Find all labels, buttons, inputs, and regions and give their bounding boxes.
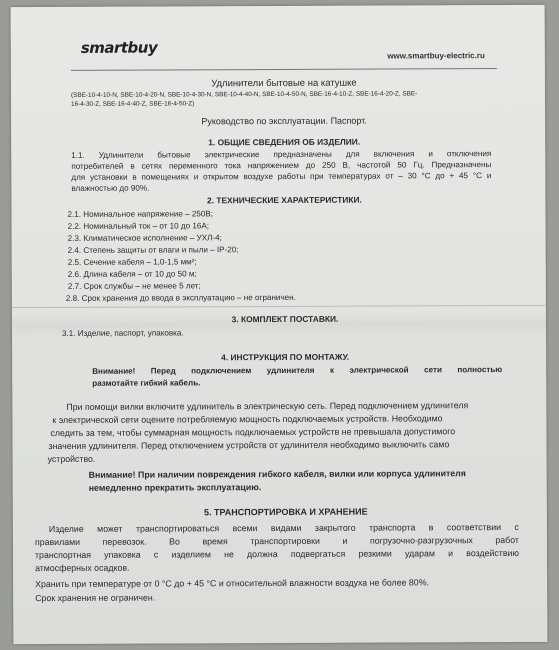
document-title: Удлинители бытовые на катушке bbox=[211, 77, 357, 90]
fold-line bbox=[12, 305, 546, 308]
section-2-heading: 2. ТЕХНИЧЕСКИЕ ХАРАКТЕРИСТИКИ. bbox=[207, 194, 362, 206]
section-1-line: потребителей в сетях переменного тока напряжением до 250 В, частотой 50 Гц. Предназначены bbox=[71, 160, 492, 171]
install-line: к электрической сети оцените потребляемую мощность подключаемых устройств. Необходимо bbox=[52, 413, 443, 425]
section-1-heading: 1. ОБЩИЕ СВЕДЕНИЯ ОБ ИЗДЕЛИИ. bbox=[208, 136, 361, 148]
spec-item: 2.5. Сечение кабеля – 1,0-1,5 мм²; bbox=[67, 257, 197, 267]
section-1-line: для установки в помещениях и открытом воздухе работы при температурах от – 30 °С до + 45 °С и bbox=[71, 171, 492, 182]
header bbox=[81, 37, 485, 59]
install-line: следить за тем, чтобы суммарная мощность подключаемых устройств не превышала допустимого bbox=[50, 426, 456, 438]
transport-line: транспортная упаковка с изделием не должна подвергаться резкими ударам и воздействию bbox=[34, 547, 520, 561]
section-5-heading: 5. ТРАНСПОРТИРОВКА И ХРАНЕНИЕ bbox=[204, 506, 368, 518]
document-sheet bbox=[11, 5, 548, 644]
spec-item: 2.1. Номинальное напряжение – 250В; bbox=[67, 209, 214, 219]
install-line: устройство. bbox=[47, 453, 96, 465]
document-subtitle: Руководство по эксплуатации. Паспорт. bbox=[201, 115, 367, 127]
transport-line: Изделие может транспортироваться всеми видами закрытого транспорта в соответствии с bbox=[48, 521, 519, 535]
spec-item: 2.7. Срок службы – не менее 5 лет; bbox=[67, 281, 201, 291]
install-line: При помощи вилки включите удлинитель в электрическую сеть. Перед подключением удлинителя bbox=[66, 400, 469, 412]
section-4-heading: 4. ИНСТРУКЦИЯ ПО МОНТАЖУ. bbox=[221, 351, 350, 363]
section-3-heading: 3. КОМПЛЕКТ ПОСТАВКИ. bbox=[231, 313, 339, 325]
brand-logo: smartbuy bbox=[80, 38, 158, 57]
spec-item: 2.6. Длина кабеля – от 10 до 50 м; bbox=[67, 269, 197, 279]
install-line: значения удлинителя. Перед отключением устройств от удлинителя необходимо выключить само bbox=[48, 439, 450, 452]
spec-item: 2.8. Срок хранения до ввода в эксплуатацию – не ограничен. bbox=[65, 292, 296, 303]
brand-website: www.smartbuy-electric.ru bbox=[387, 51, 485, 61]
storage-conditions: Хранить при температуре от 0 °С до + 45 °С и относительной влажности воздуха не более 80%. bbox=[35, 577, 429, 590]
package-item: 3.1. Изделие, паспорт, упаковка. bbox=[62, 328, 184, 338]
spec-item: 2.3. Климатическое исполнение – УХЛ-4; bbox=[67, 233, 222, 243]
warning-line: Внимание! При наличии повреждения гибкого кабеля, вилки или корпуса удлинителя bbox=[88, 468, 466, 480]
warning-line: Внимание! Перед подключением удлинителя к электрической сети полностью bbox=[92, 365, 503, 376]
spec-item: 2.2. Номинальный ток – от 10 до 16А; bbox=[67, 221, 210, 231]
transport-line: атмосферных осадков. bbox=[35, 562, 130, 574]
models-line-1: (SBE-10-4-10-N, SBE-10-4-20-N, SBE-10-4-30-N, SBE-10-4-40-N, SBE-10-4-50-N, SBE-16-4-10-Z, SBE-16-4-20-Z, SBE- bbox=[70, 90, 418, 99]
models-line-2: 16-4-30-Z, SBE-16-4-40-Z, SBE-16-4-50-Z) bbox=[71, 100, 195, 108]
spec-item: 2.4. Степень защиты от влаги и пыли – IP-20; bbox=[67, 245, 239, 255]
section-1-line: влажностью до 90%. bbox=[71, 183, 150, 193]
warning-line: немедленно прекратить эксплуатацию. bbox=[88, 482, 262, 493]
shelf-life: Срок хранения не ограничен. bbox=[35, 592, 156, 604]
section-1-line: 1.1. Удлинители бытовые электрические предназначены для включения и отключения bbox=[71, 149, 492, 160]
transport-line: правилами перевозок. Во время транспортировки и погрузочно-разгрузочных работ bbox=[34, 534, 519, 548]
header-rule bbox=[71, 68, 497, 71]
warning-line: размотайте гибкий кабель. bbox=[92, 378, 201, 388]
